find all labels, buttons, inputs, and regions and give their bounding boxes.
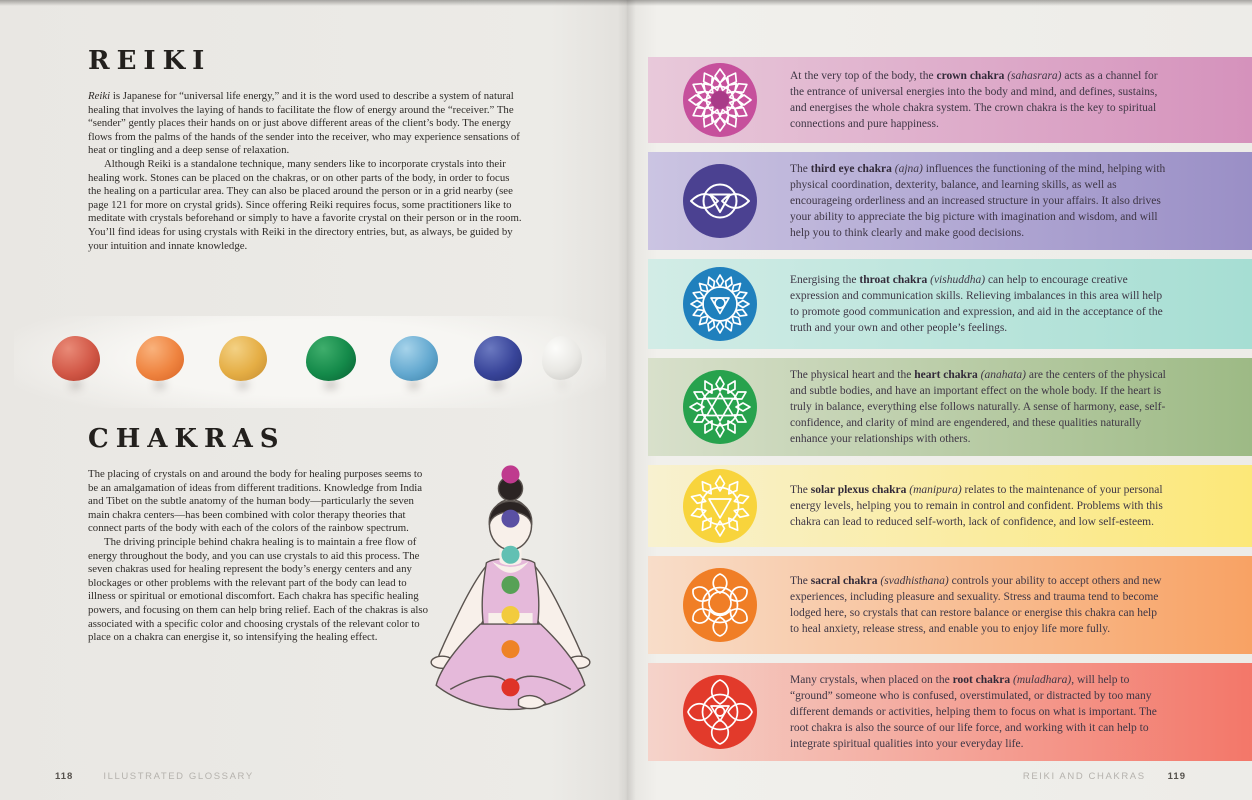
heart-chakra-text: The physical heart and the heart chakra (anahata) are the centers of the physical and subtle bodies, and have an important effect on the whole body. If the heart is truly in balance, everything else follows naturally. A sense of harmony, ease, self-confidence, and clarity of mind are engendered, and these qualities naturally enhance your relationships with others. (790, 368, 1166, 446)
crown-chakra-row (648, 57, 1252, 143)
solar-plexus-chakra-icon (683, 469, 757, 543)
third-eye-chakra-text: The third eye chakra (ajna) influences the functioning of the mind, helping with physical coordination, dexterity, balance, and learning skills, as well as encourageing orderliness and an increased structure in your affairs. It also drives your ability to appreciate the big picture with imagination and wisdom, and will help you to think clearly and make good decisions. (790, 162, 1166, 240)
figure-third-eye-dot (501, 510, 519, 528)
reiki-section (88, 46, 524, 253)
figure-sacral-dot (501, 640, 519, 658)
meditation-illustration (398, 462, 624, 754)
third-eye-chakra-icon (683, 164, 757, 238)
root-chakra-text: Many crystals, when placed on the root chakra (muladhara), will help to “ground” someone who is confused, overstimulated, or distracted by too many different demands or activities, helping them to focus on what is important. The root chakra is also the source of our life force, and working with it can help to integrate spiritual qualities into your everyday life. (790, 673, 1157, 751)
throat-chakra-text: Energising the throat chakra (vishuddha) can help to encourage creative expression and communication skills. Relieving imbalances in this area will help to promote good communication and expression, and aid in the acceptance of the truth and your own and other people’s feelings. (790, 273, 1163, 335)
crystal-stone-blue (390, 336, 438, 381)
heart-chakra-icon (683, 370, 757, 444)
throat-chakra-row (648, 259, 1252, 349)
crystal-stone-dark-blue (474, 336, 522, 381)
right-page-number: 119 (1167, 771, 1186, 782)
crown-chakra-text: At the very top of the body, the crown chakra (sahasrara) acts as a channel for the entrance of universal energies into the body and mind, and defines, sustains, and energises the whole chakra system. The crown chakra is the key to spiritual connections and pure happiness. (790, 69, 1158, 131)
reiki-title: REIKI (88, 46, 212, 76)
chakras-paragraph-2: The driving principle behind chakra healing is to maintain a free flow of energy throughout the body, and you can use crystals to aid this process. The seven chakras used for healing represent the body’s energy centers and any blockages or other problems with the relevant part of the body can lead to illness or spiritual or emotional discomfort. Each chakra has specific healing powers, and focusing on them can help bring relief. Each of the chakras is also associated with a specific color and choosing crystals of the relevant color to place on a chakra can energise it, so intensifying the healing effect. (88, 535, 428, 644)
figure-heart-dot (501, 576, 519, 594)
chakras-title: CHAKRAS (88, 424, 286, 454)
right-footer-label: REIKI AND CHAKRAS (1022, 771, 1146, 782)
figure-throat-dot (501, 546, 519, 564)
crystal-stone-yellow (219, 336, 267, 381)
root-chakra-icon (683, 675, 757, 749)
chakra-bands (648, 57, 1252, 761)
sacral-chakra-icon (683, 568, 757, 642)
sacral-chakra-text: The sacral chakra (svadhisthana) controls your ability to accept others and new experiences, including pleasure and sexuality. Stress and trauma tend to become lodged here, so crystals that can restore balance or energise this chakra can help to heal anxiety, release stress, and enable you to enjoy life more fully. (790, 574, 1162, 636)
chakras-section (88, 424, 432, 645)
left-footer-label: ILLUSTRATED GLOSSARY (103, 771, 254, 782)
crown-chakra-icon (683, 63, 757, 137)
solar-plexus-chakra-row (648, 465, 1252, 547)
third-eye-chakra-row (648, 152, 1252, 250)
figure-root-dot (501, 678, 519, 696)
left-page-number: 118 (55, 771, 74, 782)
throat-chakra-icon (683, 267, 757, 341)
crystal-stone-red (52, 336, 100, 381)
crystal-row-photo (14, 316, 606, 408)
reiki-paragraph-1 (88, 90, 524, 158)
heart-chakra-row (648, 358, 1252, 456)
sacral-chakra-row (648, 556, 1252, 654)
left-footer (55, 771, 254, 782)
crystal-stone-green (306, 336, 356, 381)
reiki-paragraph-2: Although Reiki is a standalone technique, many senders like to incorporate crystals into their healing work. Stones can be placed on the chakras, or on other parts of the body, in order to focus the healing on a particular area. They can also be placed around the person or in a grid nearby (see page 121 for more on crystal grids). Since offering Reiki requires focus, some practitioners like to meditate with crystals beforehand or simply to have a favorite crystal on their person or in the room. You’ll find ideas for using crystals with Reiki in the directory entries, but, as always, be guided by your intuition and innate knowledge. (88, 157, 522, 252)
crystal-stone-orange (136, 336, 184, 381)
reiki-word-italic: Reiki (88, 90, 111, 102)
reiki-paragraph-1-text: is Japanese for “universal life energy,” and it is the word used to describe a system of natural healing that involves the laying of hands to facilitate the flow of energy around the “receiver.” The “sender” gently places their hands on or just above different areas of the client’s body. The energy flows from the palms of the hands of the sender into the receiver, who may experience sensations of heat or tingling and a deep sense of relaxation. (88, 90, 520, 157)
meditation-figure (398, 462, 624, 754)
figure-solar-dot (501, 606, 519, 624)
root-chakra-row (648, 663, 1252, 761)
page-top-shadow (0, 0, 1252, 6)
crystal-stone-white (542, 336, 582, 380)
chakras-paragraph-1: The placing of crystals on and around the body for healing purposes seems to be an amalgamation of ideas from different traditions. Knowledge from India and Tibet on the subtle anatomy of the human body—particularly the seven main chakra centers—has been combined with color therapy theories that connect parts of the body with each of the colors of the rainbow spectrum. (88, 468, 423, 535)
figure-crown-dot (501, 465, 519, 483)
solar-plexus-chakra-text: The solar plexus chakra (manipura) relates to the maintenance of your personal energy levels, helping you to remain in control and confident. Problems with this chakra can lead to reduced self-worth, lack of confidence, and low self-esteem. (790, 483, 1163, 529)
right-footer (1023, 771, 1186, 782)
